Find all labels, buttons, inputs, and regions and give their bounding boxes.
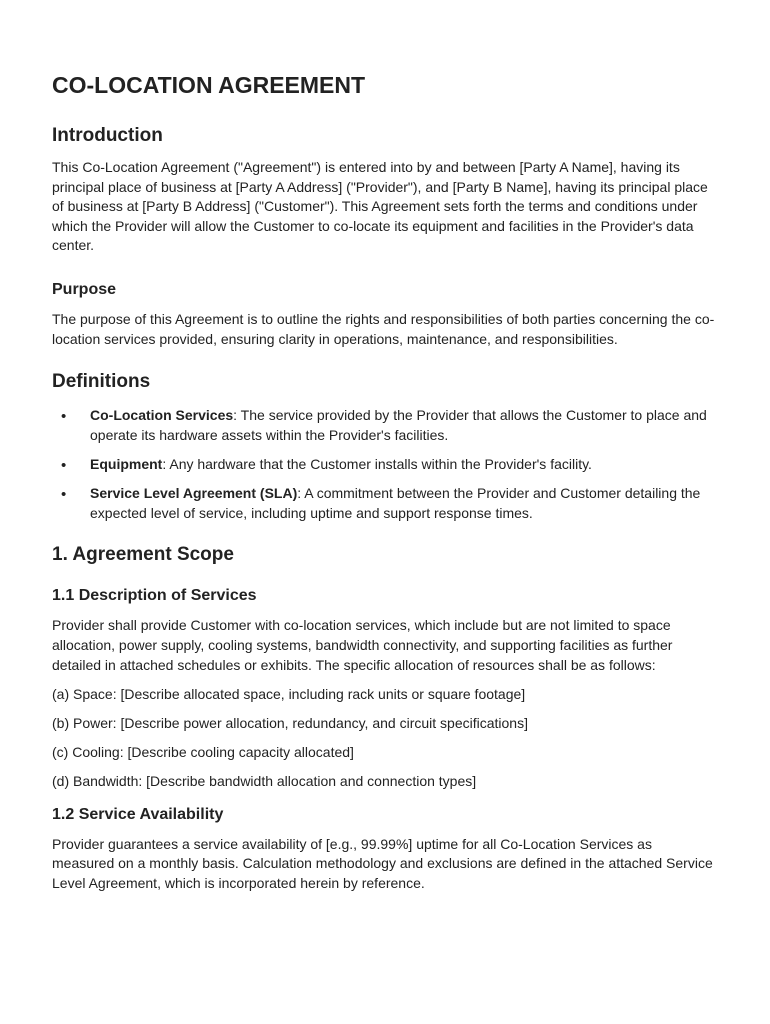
definitions-list [52, 406, 718, 523]
introduction-heading: Introduction [52, 125, 163, 146]
introduction-section [52, 124, 718, 256]
document-title: CO-LOCATION AGREEMENT [52, 72, 366, 98]
description-of-services-section [52, 585, 718, 792]
description-of-services-body: Provider shall provide Customer with co-location services, which include but are not limited to space allocation, power supply, cooling systems, bandwidth connectivity, and supporting facilities as further detailed in attached schedules or exhibits. The specific allocation of resources shall be as follows: [52, 617, 673, 673]
allocation-list [52, 685, 718, 792]
definitions-heading: Definitions [52, 371, 151, 393]
agreement-scope-heading: 1. Agreement Scope [52, 544, 234, 566]
definition-text: : The service provided by the Provider that allows the Customer to place and operate its hardware assets within the Provider's facilities. [90, 407, 707, 443]
bullet-icon: • [61, 408, 67, 426]
agreement-scope-section [52, 543, 718, 893]
definition-item [52, 484, 718, 523]
purpose-heading: Purpose [52, 280, 117, 298]
purpose-body: The purpose of this Agreement is to outline the rights and responsibilities of both parties concerning the co-location services provided, ensuring clarity in operations, maintenance, and responsibilities. [52, 310, 715, 347]
definition-term: Equipment [90, 455, 163, 472]
service-availability-heading: 1.2 Service Availability [52, 805, 224, 823]
definition-item [52, 406, 718, 445]
allocation-cooling: (c) Cooling: [Describe cooling capacity allocated] [52, 744, 354, 761]
bullet-icon: • [61, 486, 67, 504]
definition-term: Co-Location Services [90, 407, 234, 424]
definitions-section [52, 370, 718, 523]
description-of-services-heading: 1.1 Description of Services [52, 587, 257, 605]
service-availability-body: Provider guarantees a service availability of [e.g., 99.99%] uptime for all Co-Location Services as measured on a monthly basis. Calculation methodology and exclusions are defined in the attached Service Level Agreement, which is incorporated herein by reference. [52, 835, 713, 892]
introduction-body: This Co-Location Agreement ("Agreement") is entered into by and between [Party A Name], having its principal place of business at [Party A Address] ("Provider"), and [Party B Name], having its principal place of business at [Party B Address] ("Customer"). This Agreement sets forth the terms and conditions under which the Provider will allow the Customer to co-locate its equipment and facilities in the Provider's data center. [52, 159, 708, 254]
definition-text: : Any hardware that the Customer installs within the Provider's facility. [162, 455, 592, 472]
definition-item [52, 455, 718, 475]
bullet-icon: • [61, 456, 67, 474]
allocation-power: (b) Power: [Describe power allocation, redundancy, and circuit specifications] [52, 714, 528, 731]
service-availability-section [52, 804, 718, 894]
allocation-bandwidth: (d) Bandwidth: [Describe bandwidth allocation and connection types] [52, 773, 477, 790]
purpose-section [52, 279, 718, 349]
definition-term: Service Level Agreement (SLA) [90, 485, 298, 502]
allocation-space: (a) Space: [Describe allocated space, including rack units or square footage] [52, 685, 526, 702]
definition-text: : A commitment between the Provider and Customer detailing the expected level of service, including uptime and support response times. [90, 485, 701, 521]
